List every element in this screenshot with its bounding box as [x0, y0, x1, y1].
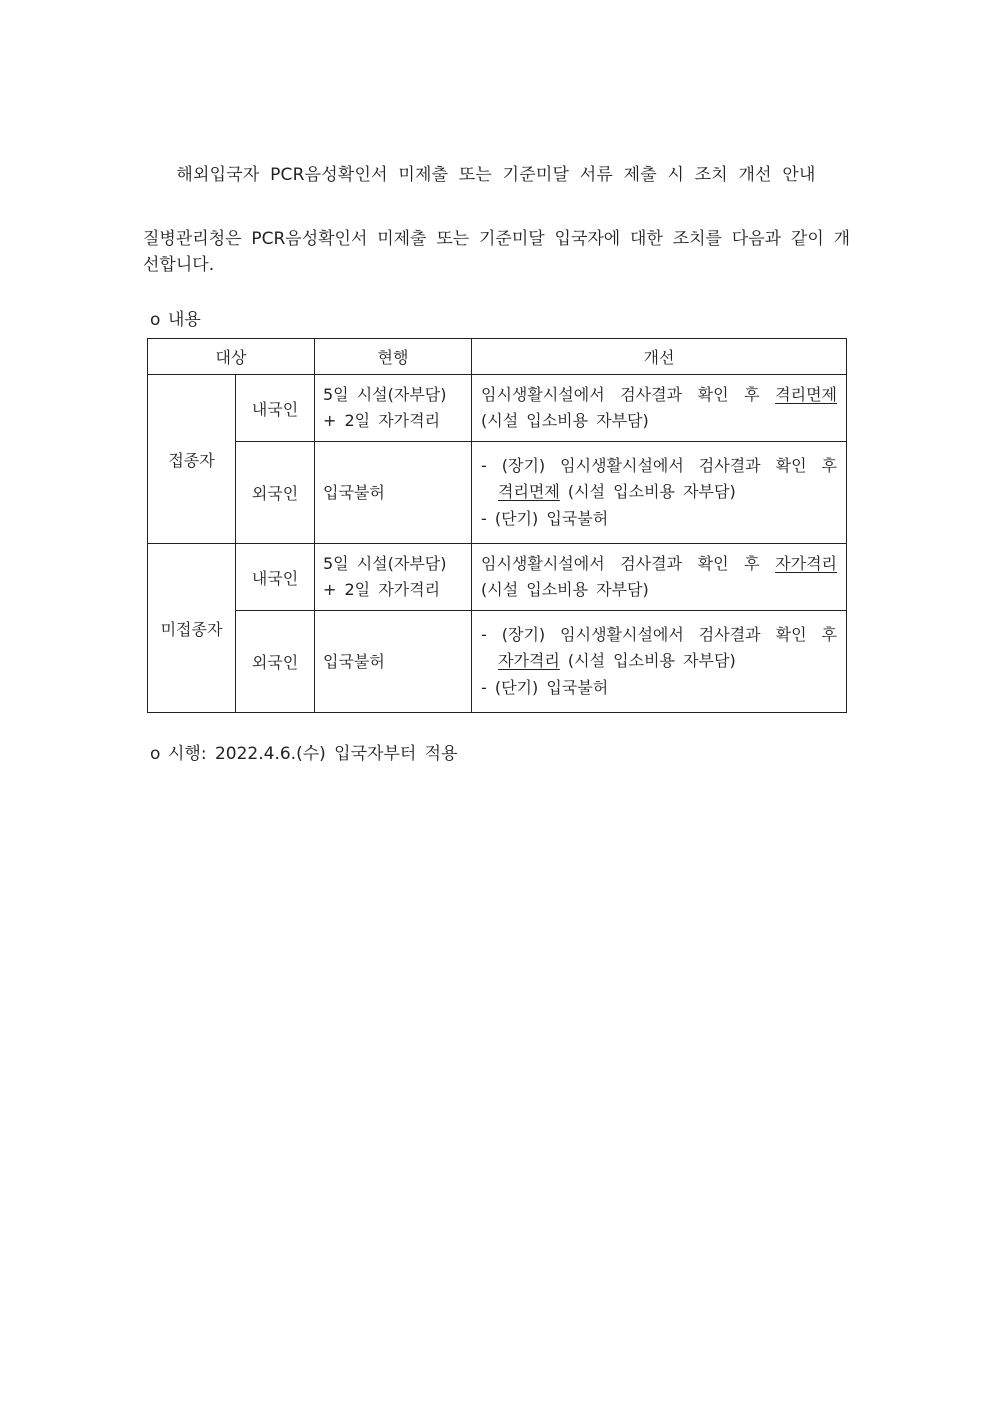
table-row: [148, 544, 847, 611]
table-row: [148, 442, 847, 544]
intro-paragraph: 질병관리청은 PCR음성확인서 미제출 또는 기준미달 입국자에 대한 조치를 다음과 같이 개선합니다.: [143, 229, 850, 275]
improvement-line: - (단기) 입국불허: [481, 677, 609, 697]
current-line: 5일 시설(자부담): [323, 554, 447, 573]
group-label-vaccinated: 접종자: [148, 375, 236, 544]
improvement-emphasis: 자가격리: [498, 651, 560, 671]
document-title: 해외입국자 PCR음성확인서 미제출 또는 기준미달 서류 제출 시 조치 개선 안내: [176, 165, 816, 185]
sub-label-domestic: 내국인: [236, 375, 315, 442]
improvement-line: (시설 입소비용 자부담): [481, 411, 649, 430]
sub-label-foreign: 외국인: [236, 442, 315, 544]
group-label-unvaccinated: 미접종자: [148, 544, 236, 713]
bullet-marker: o: [150, 744, 161, 764]
improvement-text: 임시생활시설에서 검사결과 확인 후: [481, 553, 760, 573]
improvement-text: 임시생활시설에서 검사결과 확인 후: [481, 384, 760, 404]
improvement-line: - (장기) 임시생활시설에서 검사결과 확인 후: [481, 455, 837, 475]
bullet-marker: o: [150, 310, 161, 330]
current-measure: [315, 544, 472, 611]
improvement-line: [481, 479, 837, 506]
improvement-text: (시설 입소비용 자부담): [567, 651, 736, 671]
content-heading: [150, 305, 201, 330]
effective-text: 시행: 2022.4.6.(수) 입국자부터 적용: [168, 744, 458, 764]
improvement-line: (시설 입소비용 자부담): [481, 580, 649, 599]
header-target: 대상: [148, 339, 315, 375]
improvement-line: - (단기) 입국불허: [481, 508, 609, 528]
header-improvement: 개선: [472, 339, 847, 375]
table-row: [148, 375, 847, 442]
content-label: 내용: [168, 310, 201, 330]
current-line: 5일 시설(자부담): [323, 385, 447, 404]
improved-measure: [472, 611, 847, 713]
effective-date-note: [150, 739, 458, 764]
current-line: 입국불허: [323, 651, 385, 671]
current-line: + 2일 자가격리: [323, 580, 441, 599]
current-line: + 2일 자가격리: [323, 411, 441, 430]
table-header-row: [148, 339, 847, 375]
sub-label-foreign: 외국인: [236, 611, 315, 713]
current-line: 입국불허: [323, 482, 385, 502]
improvement-emphasis: 자가격리: [775, 553, 837, 573]
improvement-line: [481, 382, 837, 409]
improvement-text: (시설 입소비용 자부담): [567, 482, 736, 502]
table-row: [148, 611, 847, 713]
improved-measure: [472, 375, 847, 442]
current-measure: [315, 375, 472, 442]
header-current: 현행: [315, 339, 472, 375]
improvement-emphasis: 격리면제: [775, 384, 837, 404]
sub-label-domestic: 내국인: [236, 544, 315, 611]
improvement-line: - (장기) 임시생활시설에서 검사결과 확인 후: [481, 624, 837, 644]
improved-measure: [472, 544, 847, 611]
improvement-line: [481, 648, 837, 675]
improvement-emphasis: 격리면제: [498, 482, 560, 502]
improved-measure: [472, 442, 847, 544]
measures-table: [147, 338, 847, 713]
current-measure: [315, 611, 472, 713]
improvement-line: [481, 551, 837, 578]
current-measure: [315, 442, 472, 544]
